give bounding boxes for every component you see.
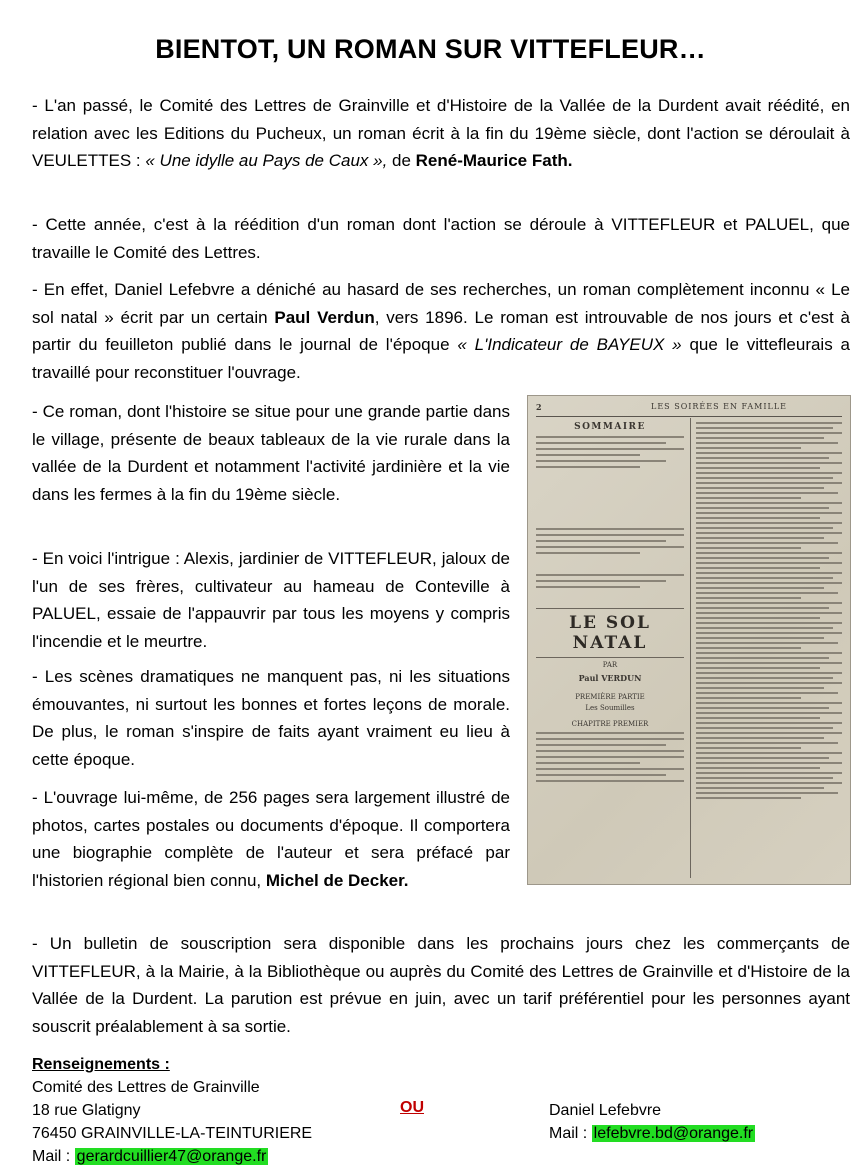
scan-text-line [696, 652, 842, 654]
scan-column-divider [690, 418, 691, 878]
paragraph-intro-text: - L'an passé, le Comité des Lettres de Grainville et d'Histoire de la Vallée de la Durdent avait réédité, en relation avec les Editions du Pucheux, un roman écrit à la fin du 19ème siècle, dont l'action se déroulait à VEULETTES : [32, 96, 850, 170]
scan-text-line [696, 497, 801, 499]
scan-text-line [536, 774, 666, 776]
scan-text-line [696, 712, 842, 714]
scan-part: PREMIÈRE PARTIE [575, 693, 645, 701]
scan-text-line [696, 752, 842, 754]
scan-text-line [696, 647, 801, 649]
contact-street: 18 rue Glatigny [32, 1102, 141, 1119]
scan-text-line [696, 777, 833, 779]
scan-text-line [536, 448, 684, 450]
scan-text-line [696, 672, 842, 674]
scan-text-line [696, 542, 838, 544]
scan-text-line [696, 437, 824, 439]
page-title: BIENTOT, UN ROMAN SUR VITTEFLEUR… [155, 34, 706, 64]
scan-text-line [696, 422, 842, 424]
scan-text-line [696, 677, 833, 679]
scan-text-line [696, 482, 842, 484]
scan-text-line [696, 522, 842, 524]
scan-text-line [696, 697, 801, 699]
paragraph-discovery-text-2: , vers 1896. Le roman est introuvable de nos jours et c'est à partir du feuilleton publié dans le journal de l'époque [32, 307, 851, 354]
scan-text-line [536, 546, 684, 548]
scan-text-line [696, 602, 842, 604]
scan-text-line [696, 617, 820, 619]
scan-text-line [536, 460, 666, 462]
or-separator: OU [400, 1099, 424, 1116]
contact-city: 76450 GRAINVILLE-LA-TEINTURIERE [32, 1125, 313, 1142]
scan-text-line [696, 587, 824, 589]
scan-text-line [696, 527, 833, 529]
paragraph-plot: - En voici l'intrigue : Alexis, jardinier de VITTEFLEUR, jaloux de l'un de ses frères, cultivateur au hameau de Conteville à PALUEL, essaie de l'appauvrir par tous les moyens y compris l'incendie et le meurtre. [32, 549, 510, 651]
paragraph-book-details-text: - L'ouvrage lui-même, de 256 pages sera largement illustré de photos, cartes postales ou documents d'époque. Il comportera une biographie complète de l'auteur et sera préfacé par l'historien régional bien connu, [32, 788, 510, 890]
scan-text-line [696, 457, 829, 459]
scan-header-title: LES SOIRÉES EN FAMILLE [651, 402, 787, 411]
scan-text-line [696, 702, 842, 704]
scan-sommaire: SOMMAIRE [574, 422, 646, 432]
paragraph-discovery-text: - En effet, Daniel Lefebvre a déniché au hasard de ses recherches, un roman complètement inconnu « Le sol natal » écrit par un certain [32, 280, 850, 327]
scan-text-line [696, 722, 842, 724]
scan-text-line [696, 642, 838, 644]
scan-text-line [696, 492, 838, 494]
scan-text-line [536, 768, 684, 770]
scan-text-line [696, 627, 833, 629]
scan-text-line [696, 742, 838, 744]
scan-text-line [696, 517, 820, 519]
scan-text-line [696, 757, 829, 759]
scan-text-line [696, 592, 838, 594]
scan-text-line [536, 466, 640, 468]
scan-text-line [536, 540, 666, 542]
journal-title: « L'Indicateur de BAYEUX » [457, 335, 682, 354]
scan-text-line [696, 607, 829, 609]
scan-text-line [696, 657, 829, 659]
scan-text-line [696, 612, 842, 614]
scan-text-line [536, 528, 684, 530]
contact-mail-row [32, 1145, 312, 1168]
paragraph-scenes: - Les scènes dramatiques ne manquent pas, ni les situations émouvantes, ni surtout les bonnes et fortes leçons de morale. De plus, le roman s'inspire de faits ayant vraiment eu lieu à cette époque. [32, 667, 510, 769]
scan-text-line [696, 797, 801, 799]
scan-text-line [696, 747, 801, 749]
scan-text-line [696, 622, 842, 624]
contact-email-link[interactable]: gerardcuillier47@orange.fr [76, 1148, 267, 1165]
contact-heading: Renseignements : [32, 1056, 170, 1073]
contact-mail-label-2: Mail : [549, 1125, 592, 1142]
scan-text-line [696, 442, 838, 444]
scan-text-line [696, 567, 820, 569]
scan-text-line [696, 732, 842, 734]
scan-page-number: 2 [536, 402, 542, 412]
paragraph-subscription: - Un bulletin de souscription sera disponible dans les prochains jours chez les commerçants de VITTEFLEUR, à la Mairie, à la Bibliothèque ou auprès du Comité des Lettres de Grainville et d'Histoire de la Vallée de la Durdent. La parution est prévue en juin, avec un tarif préférentiel pour les personnes ayant souscrit préalablement à sa sortie. [32, 934, 850, 1036]
contact-name-2: Daniel Lefebvre [549, 1102, 662, 1119]
scan-text-line [696, 632, 842, 634]
scan-text-line [696, 447, 801, 449]
scan-text-line [536, 732, 684, 734]
scan-novel-title: LE SOL NATAL [536, 608, 684, 658]
scan-text-line [696, 557, 829, 559]
scan-text-line [696, 737, 824, 739]
scan-text-line [696, 487, 824, 489]
paragraph-this-year: - Cette année, c'est à la réédition d'un roman dont l'action se déroule à VITTEFLEUR et PALUEL, que travaille le Comité des Lettres. [32, 215, 850, 262]
scan-novel-author: Paul VERDUN [578, 673, 642, 683]
scan-text-line [536, 750, 684, 752]
scan-text-line [696, 552, 842, 554]
scan-right-column [696, 420, 842, 802]
scan-text-line [696, 562, 842, 564]
scan-text-line [536, 738, 684, 740]
scan-section: Les Soumilles [585, 704, 635, 712]
scan-text-line [696, 767, 820, 769]
historian-name: Michel de Decker. [265, 870, 409, 890]
scan-text-line [696, 572, 842, 574]
scan-text-line [536, 580, 666, 582]
scan-text-line [696, 717, 820, 719]
scan-text-line [696, 667, 820, 669]
scan-text-line [696, 467, 820, 469]
scan-text-line [536, 780, 684, 782]
paragraph-discovery [32, 276, 850, 386]
scan-text-line [696, 427, 833, 429]
scan-text-line [696, 547, 801, 549]
scan-text-line [696, 682, 842, 684]
scan-left-column [536, 420, 684, 786]
scan-text-line [536, 744, 666, 746]
scan-text-line [536, 442, 666, 444]
scan-text-line [536, 574, 684, 576]
contact-block-right [549, 1099, 755, 1145]
scan-chapter: CHAPITRE PREMIER [571, 720, 649, 728]
scan-text-line [696, 537, 824, 539]
paragraph-discovery-text-3: que le vittefleurais a travaillé pour reconstituer l'ouvrage. [32, 335, 851, 382]
scan-text-line [536, 586, 640, 588]
author-name: René-Maurice Fath. [415, 151, 573, 170]
scan-header [536, 402, 842, 417]
scan-text-line [696, 462, 842, 464]
scan-text-line [536, 552, 640, 554]
contact-org: Comité des Lettres de Grainville [32, 1079, 260, 1096]
scan-text-line [696, 532, 842, 534]
scan-text-line [696, 762, 842, 764]
scan-text-line [696, 772, 842, 774]
scan-text-line [696, 727, 833, 729]
scan-text-line [696, 507, 829, 509]
scan-text-line [536, 756, 684, 758]
scan-text-line [536, 534, 684, 536]
contact-email-link-2[interactable]: lefebvre.bd@orange.fr [593, 1125, 754, 1142]
scan-text-line [696, 512, 842, 514]
scan-text-line [696, 577, 833, 579]
scan-text-line [696, 687, 824, 689]
newspaper-scan-image [527, 395, 851, 885]
paragraph-intro [32, 92, 850, 175]
scan-text-line [696, 597, 801, 599]
scan-text-line [696, 432, 842, 434]
scan-text-line [536, 762, 640, 764]
scan-text-line [696, 787, 824, 789]
scan-text-line [696, 792, 838, 794]
book-title: « Une idylle au Pays de Caux », [145, 151, 388, 170]
scan-text-line [696, 782, 842, 784]
paragraph-book-details [32, 784, 510, 894]
scan-text-line [696, 707, 829, 709]
scan-text-line [696, 692, 838, 694]
novel-author-name: Paul Verdun [274, 307, 375, 327]
paragraph-intro-de: de [387, 151, 416, 170]
contact-block-left [32, 1053, 312, 1168]
scan-text-line [696, 477, 833, 479]
scan-text-line [536, 436, 684, 438]
scan-text-line [696, 662, 842, 664]
scan-text-line [696, 472, 842, 474]
scan-text-line [536, 454, 640, 456]
scan-text-line [696, 452, 842, 454]
scan-text-line [696, 502, 842, 504]
scan-text-line [696, 637, 824, 639]
scan-text-line [696, 582, 842, 584]
contact-mail-row-2 [549, 1122, 755, 1145]
contact-mail-label: Mail : [32, 1148, 75, 1165]
scan-par: PAR [602, 661, 618, 669]
paragraph-setting: - Ce roman, dont l'histoire se situe pour une grande partie dans le village, présente de beaux tableaux de la vie rurale dans la vallée de la Durdent et notamment l'activité jardinière et la vie dans les fermes à la fin du 19ème siècle. [32, 402, 510, 504]
